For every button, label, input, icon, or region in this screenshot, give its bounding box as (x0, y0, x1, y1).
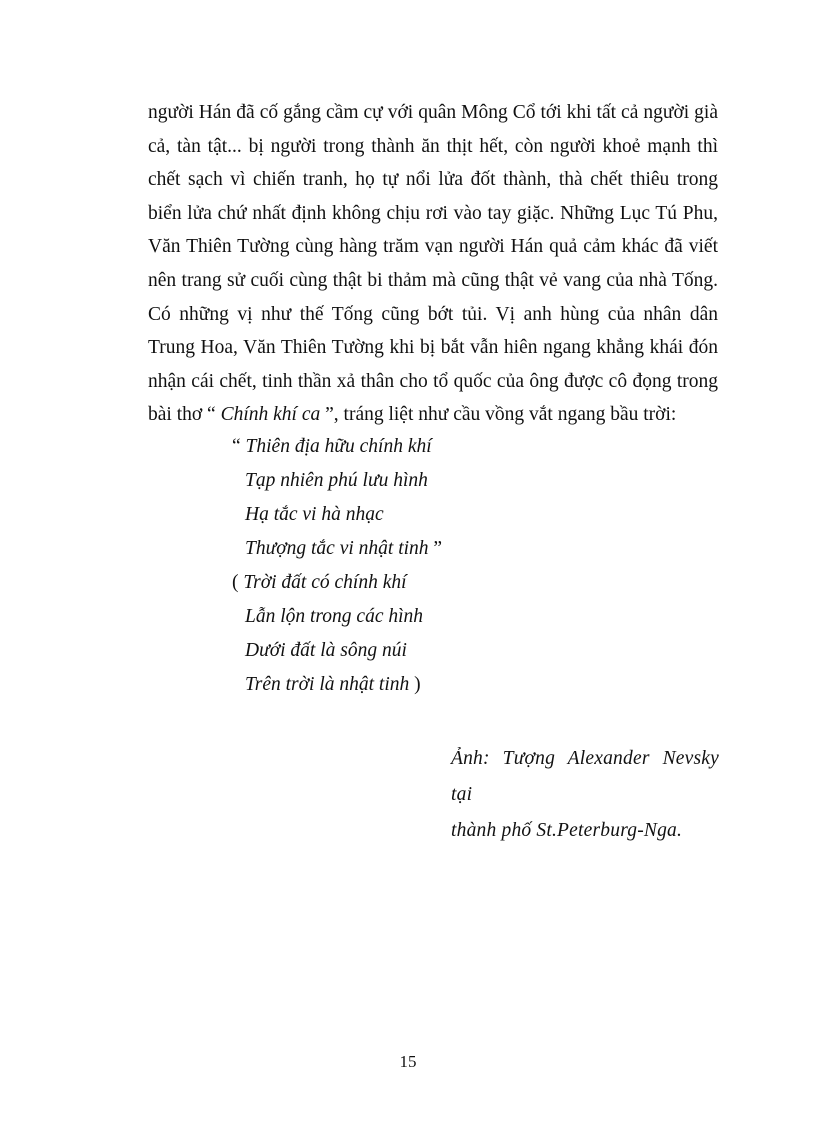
poem-original-line-4: Thượng tắc vi nhật tinh (245, 538, 429, 559)
poem-original-line-3: Hạ tắc vi hà nhạc (245, 504, 384, 525)
poem-line (232, 600, 442, 634)
poem-line (232, 668, 442, 702)
poem-line (232, 498, 442, 532)
poem-line (232, 464, 442, 498)
open-paren: ( (232, 572, 244, 593)
poem-translation-line-1: Trời đất có chính khí (243, 572, 407, 593)
paragraph-text-before-title: người Hán đã cố gắng cầm cự với quân Mông Cổ tới khi tất cả người già cả, tàn tật... bị người trong thành ăn thịt hết, còn người khoẻ mạnh thì chết sạch vì chiến tranh, họ tự nổi lửa đốt thành, thà chết thiêu trong biển lửa chứ nhất định không chịu rơi vào tay giặc. Những Lục Tú Phu, Văn Thiên Tường cùng hàng trăm vạn người Hán quả cảm khác đã viết nên trang sử cuối cùng thật bi thảm mà cũng thật vẻ vang của nhà Tống. Có những vị như thế Tống cũng bớt tủi. Vị anh hùng của nhân dân Trung Hoa, Văn Thiên Tường khi bị bắt vẫn hiên ngang khẳng khái đón nhận cái chết, tinh thần xả thân cho tổ quốc của ông được cô đọng trong bài thơ “ (148, 102, 718, 426)
open-quote: “ (232, 436, 246, 457)
poem-line (232, 532, 442, 566)
poem-block (232, 430, 442, 702)
caption-line-2: thành phố St.Peterburg-Nga. (451, 820, 683, 841)
close-quote: ” (428, 538, 443, 559)
paragraph-text-after-title: ”, tráng liệt như cầu vồng vắt ngang bầu trời: (320, 404, 677, 426)
poem-translation-line-3: Dưới đất là sông núi (245, 640, 407, 661)
image-caption (451, 741, 719, 849)
page-number: 15 (399, 1052, 417, 1071)
poem-title: Chính khí ca (220, 404, 321, 426)
close-paren: ) (409, 674, 421, 695)
poem-original-line-1: Thiên địa hữu chính khí (245, 436, 432, 457)
poem-translation-line-2: Lẫn lộn trong các hình (245, 606, 424, 627)
poem-line (232, 634, 442, 668)
poem-original-line-2: Tạp nhiên phú lưu hình (245, 470, 428, 491)
caption-line-1: Ảnh: Tượng Alexander Nevsky tại (451, 748, 719, 805)
poem-line (232, 566, 442, 600)
poem-translation-line-4: Trên trời là nhật tinh (245, 674, 410, 695)
body-paragraph (148, 96, 718, 432)
poem-line (232, 430, 442, 464)
